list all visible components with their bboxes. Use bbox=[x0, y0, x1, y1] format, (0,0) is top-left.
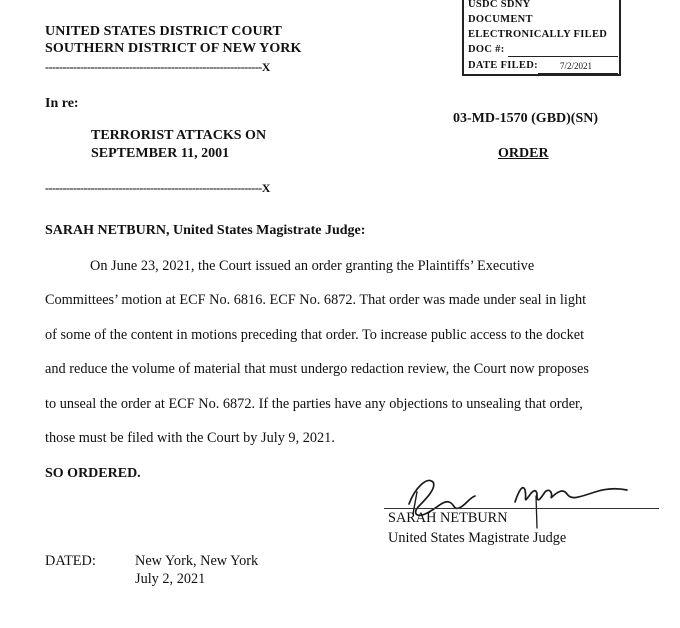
stamp-date-underline bbox=[538, 73, 618, 74]
case-number: 03-MD-1570 (GBD)(SN) bbox=[453, 111, 599, 126]
in-re-label: In re: bbox=[45, 96, 79, 111]
court-name-line1: UNITED STATES DISTRICT COURT bbox=[45, 24, 282, 39]
signer-title: United States Magistrate Judge bbox=[388, 530, 567, 546]
body-line: Committees’ motion at ECF No. 6816. ECF No. 6872. That order was made under seal in light bbox=[45, 292, 587, 308]
body-line: those must be filed with the Court by July 9, 2021. bbox=[45, 430, 335, 446]
caption-divider-bottom: --------------------------------------------------------------X bbox=[45, 181, 270, 195]
stamp-line-court: USDC SDNY bbox=[468, 0, 531, 10]
judge-header: SARAH NETBURN, United States Magistrate Judge: bbox=[45, 223, 366, 238]
stamp-line-date-filed-label: DATE FILED: bbox=[468, 60, 538, 71]
dated-place: New York, New York bbox=[135, 553, 259, 569]
body-line: to unseal the order at ECF No. 6872. If the parties have any objections to unsealing that order, bbox=[45, 396, 583, 412]
body-line: On June 23, 2021, the Court issued an order granting the Plaintiffs’ Executive bbox=[90, 258, 535, 274]
signer-name: SARAH NETBURN bbox=[388, 510, 508, 526]
stamp-line-doc-number: DOC #: bbox=[468, 44, 505, 55]
caption-divider-top: --------------------------------------------------------------X bbox=[45, 60, 270, 74]
body-line: of some of the content in motions preceding that order. To increase public access to the docket bbox=[45, 327, 585, 343]
stamp-line-electronically-filed: ELECTRONICALLY FILED bbox=[468, 29, 608, 40]
matter-title-line2: SEPTEMBER 11, 2001 bbox=[91, 146, 230, 161]
stamp-line-document: DOCUMENT bbox=[468, 14, 533, 25]
stamp-date-filed-value: 7/2/2021 bbox=[560, 61, 593, 71]
body-line: and reduce the volume of material that must undergo redaction review, the Court now proposes bbox=[45, 361, 589, 377]
document-title: ORDER bbox=[498, 146, 549, 161]
court-name-line2: SOUTHERN DISTRICT OF NEW YORK bbox=[45, 41, 302, 56]
filing-stamp bbox=[462, 0, 621, 76]
stamp-doc-number-underline bbox=[508, 56, 618, 57]
so-ordered: SO ORDERED. bbox=[45, 466, 141, 481]
signature-line bbox=[384, 508, 659, 509]
matter-title-line1: TERRORIST ATTACKS ON bbox=[91, 128, 267, 143]
dated-label: DATED: bbox=[45, 553, 96, 569]
dated-date: July 2, 2021 bbox=[135, 571, 206, 587]
